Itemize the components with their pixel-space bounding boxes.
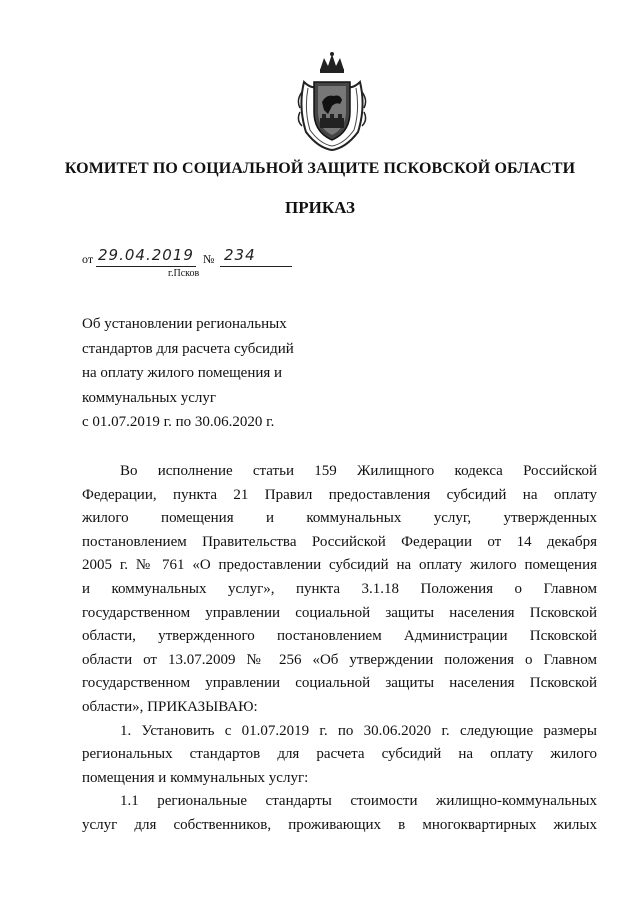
- body-line: государственном управлении социальной защиты населения Псковской: [82, 604, 597, 621]
- number-label: №: [203, 252, 215, 266]
- coat-of-arms-icon: [296, 52, 368, 152]
- body-line: региональных стандартов для расчета субсидий на оплату жилого: [82, 746, 597, 763]
- body-line: области от 13.07.2009 № 256 «Об утверждении положения о Главном: [82, 651, 597, 668]
- body-line: государственном управлении социальной защиты населения Псковской: [82, 675, 597, 692]
- document-type-title: ПРИКАЗ: [285, 198, 355, 217]
- registration-line: [82, 246, 302, 270]
- subject-line: с 01.07.2019 г. по 30.06.2020 г.: [82, 414, 275, 431]
- body-line: 1. Установить с 01.07.2019 г. по 30.06.2020 г. следующие размеры: [120, 722, 597, 739]
- number-underline: [220, 266, 292, 267]
- registration-number: 234: [224, 246, 256, 264]
- coat-of-arms-emblem: [296, 52, 368, 152]
- body-line: Во исполнение статьи 159 Жилищного кодекса Российской: [120, 463, 597, 479]
- subject-line: коммунальных услуг: [82, 389, 217, 406]
- body-line: и коммунальных услуг», пункта 3.1.18 Положения о Главном: [82, 580, 597, 597]
- body-line: жилого помещения и коммунальных услуг, утвержденных: [82, 510, 597, 527]
- body-line: услуг для собственников, проживающих в многоквартирных жилых: [82, 816, 597, 833]
- document-body: [82, 460, 597, 838]
- subject-line: стандартов для расчета субсидий: [82, 340, 294, 357]
- date-prefix-label: от: [82, 252, 94, 266]
- body-line: помещения и коммунальных услуг:: [82, 769, 309, 786]
- body-line: 2005 г. № 761 «О предоставлении субсидий на оплату жилого помещения: [82, 557, 597, 574]
- body-line: постановлением Правительства Российской Федерации от 14 декабря: [82, 533, 597, 550]
- document-subject: [82, 312, 382, 435]
- city-label: г.Псков: [168, 268, 200, 279]
- body-line: области, утвержденного постановлением Администрации Псковской: [82, 628, 597, 645]
- body-line: области», ПРИКАЗЫВАЮ:: [82, 698, 258, 715]
- body-line: Федерации, пункта 21 Правил предоставления субсидий на оплату: [82, 486, 597, 503]
- registration-date: 29.04.2019: [98, 246, 194, 264]
- date-underline: [96, 266, 196, 267]
- subject-line: Об установлении региональных: [82, 316, 287, 332]
- subject-line: на оплату жилого помещения и: [82, 365, 283, 382]
- organization-title: КОМИТЕТ ПО СОЦИАЛЬНОЙ ЗАЩИТЕ ПСКОВСКОЙ ОБЛАСТИ: [64, 160, 576, 177]
- body-line: 1.1 региональные стандарты стоимости жилищно-коммунальных: [120, 793, 597, 810]
